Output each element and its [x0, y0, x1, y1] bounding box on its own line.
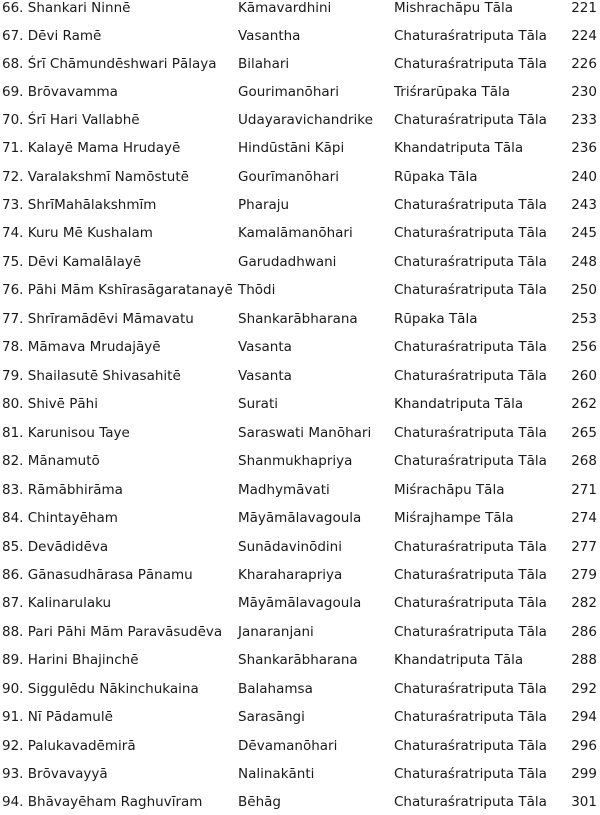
- table-row: [0, 221, 600, 245]
- tala-name: Chaturaśratriputa Tāla: [394, 282, 547, 298]
- tala-name: Chaturaśratriputa Tāla: [394, 738, 547, 754]
- tala-name: Rūpaka Tāla: [394, 311, 478, 327]
- raga-name: Madhymāvati: [238, 482, 330, 498]
- table-row: [0, 648, 600, 672]
- page-number: 262: [571, 396, 597, 412]
- page-number: 299: [571, 766, 597, 782]
- composition-title: 79. Shailasutē Shivasahitē: [2, 368, 181, 384]
- table-row: [0, 364, 600, 388]
- raga-name: Janaranjani: [238, 624, 314, 640]
- table-row: [0, 136, 600, 160]
- raga-name: Garudadhwani: [238, 254, 337, 270]
- tala-name: Chaturaśratriputa Tāla: [394, 339, 547, 355]
- table-row: [0, 506, 600, 530]
- composition-title: 93. Brōvavayyā: [2, 766, 108, 782]
- page-number: 256: [571, 339, 597, 355]
- raga-name: Bilahari: [238, 56, 290, 72]
- table-row: [0, 762, 600, 786]
- page-number: 265: [571, 425, 597, 441]
- page-number: 226: [571, 56, 597, 72]
- tala-name: Mishrachāpu Tāla: [394, 0, 514, 16]
- page-number: 286: [571, 624, 597, 640]
- composition-title: 86. Gānasudhārasa Pānamu: [2, 567, 193, 583]
- tala-name: Chaturaśratriputa Tāla: [394, 766, 547, 782]
- tala-name: Miśrachāpu Tāla: [394, 482, 505, 498]
- table-row: [0, 790, 600, 814]
- page-number: 248: [571, 254, 597, 270]
- table-row: [0, 421, 600, 445]
- composition-title: 68. Śrī Chāmundēshwari Pālaya: [2, 56, 217, 72]
- raga-name: Dēvamanōhari: [238, 738, 338, 754]
- page-number: 243: [571, 197, 597, 213]
- composition-title: 77. Shrīramādēvi Māmavatu: [2, 311, 194, 327]
- composition-title: 89. Harini Bhajinchē: [2, 652, 139, 668]
- composition-title: 66. Shankari Ninnē: [2, 0, 131, 16]
- composition-title: 87. Kalinarulaku: [2, 595, 112, 611]
- page-number: 301: [571, 794, 597, 810]
- table-row: [0, 734, 600, 758]
- table-row: [0, 335, 600, 359]
- page-number: 288: [571, 652, 597, 668]
- tala-name: Chaturaśratriputa Tāla: [394, 112, 547, 128]
- raga-name: Hindūstāni Kāpi: [238, 140, 345, 156]
- page-number: 253: [571, 311, 597, 327]
- page-number: 274: [571, 510, 597, 526]
- table-row: [0, 307, 600, 331]
- raga-name: Kāmavardhini: [238, 0, 332, 16]
- tala-name: Chaturaśratriputa Tāla: [394, 28, 547, 44]
- tala-name: Chaturaśratriputa Tāla: [394, 197, 547, 213]
- tala-name: Chaturaśratriputa Tāla: [394, 567, 547, 583]
- composition-title: 85. Devādidēva: [2, 539, 109, 555]
- page-number: 233: [571, 112, 597, 128]
- raga-name: Pharaju: [238, 197, 290, 213]
- tala-name: Chaturaśratriputa Tāla: [394, 225, 547, 241]
- composition-title: 73. ShrīMahālakshmīm: [2, 197, 157, 213]
- composition-title: 78. Māmava Mrudajāyē: [2, 339, 161, 355]
- table-row: [0, 705, 600, 729]
- table-row: [0, 449, 600, 473]
- table-row: [0, 52, 600, 76]
- composition-title: 90. Siggulēdu Nākinchukaina: [2, 681, 199, 697]
- composition-title: 83. Rāmābhirāma: [2, 482, 123, 498]
- raga-name: Vasantha: [238, 28, 301, 44]
- page-number: 245: [571, 225, 597, 241]
- page-number: 250: [571, 282, 597, 298]
- table-row: [0, 108, 600, 132]
- composition-title: 88. Pari Pāhi Mām Paravāsudēva: [2, 624, 223, 640]
- composition-title: 91. Nī Pādamulē: [2, 709, 113, 725]
- page-number: 268: [571, 453, 597, 469]
- tala-name: Chaturaśratriputa Tāla: [394, 595, 547, 611]
- raga-name: Kharaharapriya: [238, 567, 343, 583]
- page-number: 292: [571, 681, 597, 697]
- raga-name: Māyāmālavagoula: [238, 595, 362, 611]
- page-number: 296: [571, 738, 597, 754]
- page-number: 224: [571, 28, 597, 44]
- table-row: [0, 478, 600, 502]
- tala-name: Chaturaśratriputa Tāla: [394, 624, 547, 640]
- page-number: 260: [571, 368, 597, 384]
- tala-name: Chaturaśratriputa Tāla: [394, 56, 547, 72]
- composition-title: 76. Pāhi Mām Kshīrasāgaratanayē: [2, 282, 233, 298]
- raga-name: Sarasāngi: [238, 709, 305, 725]
- tala-name: Khandatriputa Tāla: [394, 396, 524, 412]
- composition-title: 71. Kalayē Mama Hrudayē: [2, 140, 181, 156]
- page-number: 271: [571, 482, 597, 498]
- raga-name: Vasanta: [238, 368, 292, 384]
- raga-name: Shankarābharana: [238, 652, 358, 668]
- raga-name: Shanmukhapriya: [238, 453, 353, 469]
- page-number: 282: [571, 595, 597, 611]
- raga-name: Gourimanōhari: [238, 84, 339, 100]
- tala-name: Chaturaśratriputa Tāla: [394, 794, 547, 810]
- composition-title: 84. Chintayēham: [2, 510, 118, 526]
- table-row: [0, 250, 600, 274]
- tala-name: Chaturaśratriputa Tāla: [394, 425, 547, 441]
- tala-name: Rūpaka Tāla: [394, 169, 478, 185]
- tala-name: Chaturaśratriputa Tāla: [394, 254, 547, 270]
- raga-name: Gourīmanōhari: [238, 169, 339, 185]
- table-row: [0, 0, 600, 20]
- raga-name: Nalinakānti: [238, 766, 315, 782]
- table-row: [0, 563, 600, 587]
- raga-name: Thōdi: [238, 282, 276, 298]
- page-number: 221: [571, 0, 597, 16]
- tala-name: Khandatriputa Tāla: [394, 140, 524, 156]
- tala-name: Chaturaśratriputa Tāla: [394, 709, 547, 725]
- table-row: [0, 392, 600, 416]
- composition-title: 70. Śrī Hari Vallabhē: [2, 112, 140, 128]
- table-row: [0, 80, 600, 104]
- composition-title: 92. Palukavadēmirā: [2, 738, 136, 754]
- table-row: [0, 278, 600, 302]
- table-row: [0, 591, 600, 615]
- composition-title: 82. Mānamutō: [2, 453, 100, 469]
- raga-name: Kamalāmanōhari: [238, 225, 353, 241]
- composition-title: 81. Karunisou Taye: [2, 425, 130, 441]
- composition-title: 67. Dēvi Ramē: [2, 28, 102, 44]
- table-row: [0, 193, 600, 217]
- table-row: [0, 165, 600, 189]
- raga-name: Sunādavinōdini: [238, 539, 342, 555]
- tala-name: Chaturaśratriputa Tāla: [394, 681, 547, 697]
- page-number: 240: [571, 169, 597, 185]
- table-row: [0, 535, 600, 559]
- page-number: 236: [571, 140, 597, 156]
- composition-title: 74. Kuru Mē Kushalam: [2, 225, 153, 241]
- tala-name: Miśrajhampe Tāla: [394, 510, 514, 526]
- tala-name: Chaturaśratriputa Tāla: [394, 453, 547, 469]
- table-row: [0, 677, 600, 701]
- tala-name: Chaturaśratriputa Tāla: [394, 539, 547, 555]
- raga-name: Balahamsa: [238, 681, 313, 697]
- raga-name: Udayaravichandrike: [238, 112, 373, 128]
- composition-title: 94. Bhāvayēham Raghuvīram: [2, 794, 203, 810]
- composition-title: 69. Brōvavamma: [2, 84, 118, 100]
- tala-name: Chaturaśratriputa Tāla: [394, 368, 547, 384]
- raga-name: Vasanta: [238, 339, 292, 355]
- table-row: [0, 620, 600, 644]
- page-number: 279: [571, 567, 597, 583]
- tala-name: Khandatriputa Tāla: [394, 652, 524, 668]
- composition-title: 80. Shivē Pāhi: [2, 396, 98, 412]
- raga-name: Shankarābharana: [238, 311, 358, 327]
- page-number: 230: [571, 84, 597, 100]
- raga-name: Saraswati Manōhari: [238, 425, 372, 441]
- raga-name: Surati: [238, 396, 278, 412]
- composition-title: 72. Varalakshmī Namōstutē: [2, 169, 189, 185]
- raga-name: Māyāmālavagoula: [238, 510, 362, 526]
- page-number: 277: [571, 539, 597, 555]
- raga-name: Bēhāg: [238, 794, 281, 810]
- composition-title: 75. Dēvi Kamalālayē: [2, 254, 142, 270]
- table-row: [0, 24, 600, 48]
- page-number: 294: [571, 709, 597, 725]
- tala-name: Triśrarūpaka Tāla: [394, 84, 511, 100]
